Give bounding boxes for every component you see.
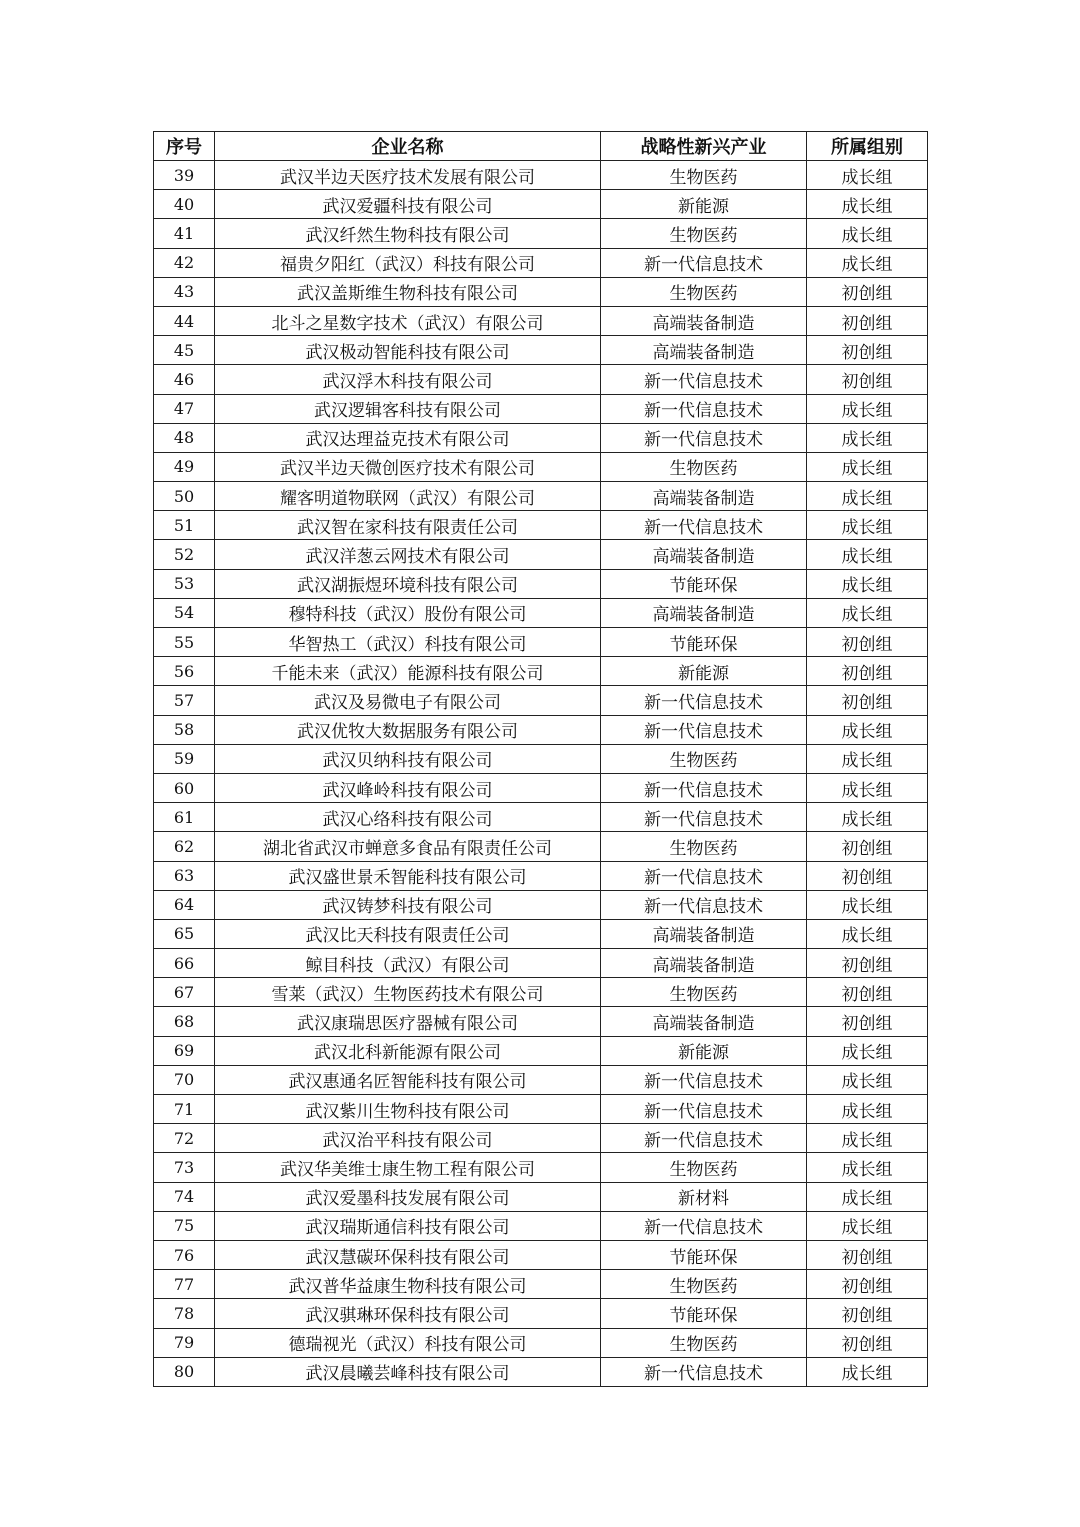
- cell-serial-number: 80: [154, 1357, 215, 1386]
- cell-group: 初创组: [807, 1240, 928, 1269]
- cell-group: 成长组: [807, 744, 928, 773]
- cell-serial-number: 42: [154, 248, 215, 277]
- cell-company-name: 武汉晨曦芸峰科技有限公司: [215, 1357, 601, 1386]
- cell-group: 成长组: [807, 1065, 928, 1094]
- header-serial-number: 序号: [154, 132, 215, 161]
- cell-industry: 生物医药: [601, 161, 807, 190]
- table-row: [154, 190, 928, 219]
- cell-group: 成长组: [807, 569, 928, 598]
- cell-serial-number: 53: [154, 569, 215, 598]
- cell-industry: 高端装备制造: [601, 598, 807, 627]
- cell-serial-number: 54: [154, 598, 215, 627]
- cell-company-name: 武汉达理益克技术有限公司: [215, 423, 601, 452]
- cell-group: 成长组: [807, 598, 928, 627]
- table-row: [154, 1036, 928, 1065]
- table-row: [154, 1153, 928, 1182]
- cell-group: 初创组: [807, 1007, 928, 1036]
- table-row: [154, 482, 928, 511]
- cell-company-name: 武汉盖斯维生物科技有限公司: [215, 277, 601, 306]
- cell-serial-number: 55: [154, 628, 215, 657]
- cell-group: 成长组: [807, 803, 928, 832]
- cell-group: 成长组: [807, 540, 928, 569]
- cell-group: 初创组: [807, 628, 928, 657]
- cell-group: 成长组: [807, 1357, 928, 1386]
- cell-serial-number: 79: [154, 1328, 215, 1357]
- table-row: [154, 1357, 928, 1386]
- cell-industry: 节能环保: [601, 628, 807, 657]
- cell-serial-number: 45: [154, 336, 215, 365]
- cell-industry: 新一代信息技术: [601, 365, 807, 394]
- cell-group: 初创组: [807, 277, 928, 306]
- cell-serial-number: 49: [154, 452, 215, 481]
- table-row: [154, 161, 928, 190]
- cell-group: 成长组: [807, 423, 928, 452]
- cell-group: 初创组: [807, 336, 928, 365]
- cell-company-name: 武汉贝纳科技有限公司: [215, 744, 601, 773]
- cell-company-name: 千能未来（武汉）能源科技有限公司: [215, 657, 601, 686]
- cell-industry: 新一代信息技术: [601, 686, 807, 715]
- cell-group: 初创组: [807, 365, 928, 394]
- table-row: [154, 336, 928, 365]
- cell-serial-number: 73: [154, 1153, 215, 1182]
- cell-company-name: 武汉康瑞思医疗器械有限公司: [215, 1007, 601, 1036]
- cell-company-name: 武汉盛世景禾智能科技有限公司: [215, 861, 601, 890]
- cell-serial-number: 47: [154, 394, 215, 423]
- cell-industry: 高端装备制造: [601, 306, 807, 335]
- cell-company-name: 武汉峰岭科技有限公司: [215, 773, 601, 802]
- header-company-name: 企业名称: [215, 132, 601, 161]
- table-row: [154, 1124, 928, 1153]
- cell-company-name: 武汉瑞斯通信科技有限公司: [215, 1211, 601, 1240]
- cell-company-name: 德瑞视光（武汉）科技有限公司: [215, 1328, 601, 1357]
- table-row: [154, 803, 928, 832]
- cell-industry: 新一代信息技术: [601, 1095, 807, 1124]
- cell-group: 初创组: [807, 861, 928, 890]
- cell-industry: 节能环保: [601, 569, 807, 598]
- cell-serial-number: 76: [154, 1240, 215, 1269]
- cell-company-name: 武汉治平科技有限公司: [215, 1124, 601, 1153]
- cell-group: 成长组: [807, 919, 928, 948]
- table-row: [154, 744, 928, 773]
- cell-serial-number: 58: [154, 715, 215, 744]
- cell-group: 成长组: [807, 773, 928, 802]
- cell-company-name: 武汉普华益康生物科技有限公司: [215, 1270, 601, 1299]
- cell-company-name: 北斗之星数字技术（武汉）有限公司: [215, 306, 601, 335]
- cell-industry: 新一代信息技术: [601, 1124, 807, 1153]
- cell-serial-number: 67: [154, 978, 215, 1007]
- cell-serial-number: 50: [154, 482, 215, 511]
- cell-company-name: 武汉铸梦科技有限公司: [215, 890, 601, 919]
- cell-industry: 高端装备制造: [601, 540, 807, 569]
- cell-company-name: 武汉极动智能科技有限公司: [215, 336, 601, 365]
- cell-serial-number: 39: [154, 161, 215, 190]
- cell-serial-number: 78: [154, 1299, 215, 1328]
- cell-industry: 生物医药: [601, 1328, 807, 1357]
- cell-industry: 新一代信息技术: [601, 511, 807, 540]
- cell-group: 成长组: [807, 452, 928, 481]
- table-row: [154, 598, 928, 627]
- cell-company-name: 武汉爱疆科技有限公司: [215, 190, 601, 219]
- cell-serial-number: 57: [154, 686, 215, 715]
- table-row: [154, 978, 928, 1007]
- cell-serial-number: 46: [154, 365, 215, 394]
- cell-company-name: 武汉湖振煜环境科技有限公司: [215, 569, 601, 598]
- cell-industry: 新能源: [601, 190, 807, 219]
- cell-industry: 高端装备制造: [601, 336, 807, 365]
- cell-group: 初创组: [807, 1328, 928, 1357]
- cell-group: 成长组: [807, 161, 928, 190]
- cell-company-name: 华智热工（武汉）科技有限公司: [215, 628, 601, 657]
- table-row: [154, 949, 928, 978]
- table-row: [154, 832, 928, 861]
- cell-industry: 高端装备制造: [601, 482, 807, 511]
- cell-company-name: 武汉慧碳环保科技有限公司: [215, 1240, 601, 1269]
- cell-company-name: 耀客明道物联网（武汉）有限公司: [215, 482, 601, 511]
- cell-group: 成长组: [807, 248, 928, 277]
- cell-company-name: 武汉心络科技有限公司: [215, 803, 601, 832]
- cell-industry: 节能环保: [601, 1240, 807, 1269]
- header-industry: 战略性新兴产业: [601, 132, 807, 161]
- table-body: [154, 161, 928, 1387]
- cell-serial-number: 70: [154, 1065, 215, 1094]
- cell-serial-number: 61: [154, 803, 215, 832]
- table-row: [154, 919, 928, 948]
- table-row: [154, 277, 928, 306]
- cell-industry: 生物医药: [601, 978, 807, 1007]
- cell-serial-number: 41: [154, 219, 215, 248]
- cell-company-name: 武汉骐琳环保科技有限公司: [215, 1299, 601, 1328]
- cell-group: 成长组: [807, 190, 928, 219]
- cell-group: 初创组: [807, 949, 928, 978]
- table-row: [154, 423, 928, 452]
- cell-serial-number: 60: [154, 773, 215, 802]
- cell-serial-number: 52: [154, 540, 215, 569]
- table-row: [154, 628, 928, 657]
- table-header-row: [154, 132, 928, 161]
- cell-group: 初创组: [807, 1299, 928, 1328]
- table-row: [154, 248, 928, 277]
- table-row: [154, 511, 928, 540]
- cell-serial-number: 56: [154, 657, 215, 686]
- cell-company-name: 福贵夕阳红（武汉）科技有限公司: [215, 248, 601, 277]
- table-row: [154, 219, 928, 248]
- table-row: [154, 686, 928, 715]
- cell-serial-number: 51: [154, 511, 215, 540]
- table-row: [154, 657, 928, 686]
- cell-serial-number: 74: [154, 1182, 215, 1211]
- cell-group: 成长组: [807, 394, 928, 423]
- cell-group: 成长组: [807, 1095, 928, 1124]
- table-row: [154, 569, 928, 598]
- cell-serial-number: 69: [154, 1036, 215, 1065]
- cell-serial-number: 44: [154, 306, 215, 335]
- cell-group: 成长组: [807, 890, 928, 919]
- cell-serial-number: 40: [154, 190, 215, 219]
- cell-group: 成长组: [807, 1036, 928, 1065]
- table-row: [154, 773, 928, 802]
- table-row: [154, 540, 928, 569]
- cell-industry: 新材料: [601, 1182, 807, 1211]
- cell-industry: 新能源: [601, 657, 807, 686]
- cell-industry: 新一代信息技术: [601, 1065, 807, 1094]
- cell-industry: 生物医药: [601, 832, 807, 861]
- cell-industry: 生物医药: [601, 219, 807, 248]
- cell-company-name: 鲸目科技（武汉）有限公司: [215, 949, 601, 978]
- cell-industry: 生物医药: [601, 452, 807, 481]
- cell-industry: 新一代信息技术: [601, 773, 807, 802]
- cell-company-name: 武汉惠通名匠智能科技有限公司: [215, 1065, 601, 1094]
- cell-industry: 新一代信息技术: [601, 423, 807, 452]
- cell-company-name: 武汉及易微电子有限公司: [215, 686, 601, 715]
- table-row: [154, 1095, 928, 1124]
- enterprise-table: [153, 131, 928, 1387]
- cell-company-name: 武汉北科新能源有限公司: [215, 1036, 601, 1065]
- cell-group: 成长组: [807, 1124, 928, 1153]
- cell-serial-number: 72: [154, 1124, 215, 1153]
- cell-serial-number: 63: [154, 861, 215, 890]
- table-row: [154, 715, 928, 744]
- table-row: [154, 1065, 928, 1094]
- table-row: [154, 1270, 928, 1299]
- cell-group: 成长组: [807, 1182, 928, 1211]
- cell-industry: 生物医药: [601, 1270, 807, 1299]
- cell-serial-number: 48: [154, 423, 215, 452]
- cell-company-name: 武汉浮木科技有限公司: [215, 365, 601, 394]
- cell-company-name: 雪莱（武汉）生物医药技术有限公司: [215, 978, 601, 1007]
- cell-serial-number: 71: [154, 1095, 215, 1124]
- cell-company-name: 武汉半边天医疗技术发展有限公司: [215, 161, 601, 190]
- cell-group: 成长组: [807, 482, 928, 511]
- cell-company-name: 武汉半边天微创医疗技术有限公司: [215, 452, 601, 481]
- cell-group: 成长组: [807, 511, 928, 540]
- cell-group: 成长组: [807, 1211, 928, 1240]
- cell-company-name: 武汉洋葱云网技术有限公司: [215, 540, 601, 569]
- cell-serial-number: 66: [154, 949, 215, 978]
- table-row: [154, 1007, 928, 1036]
- table-row: [154, 1328, 928, 1357]
- cell-industry: 新一代信息技术: [601, 803, 807, 832]
- cell-industry: 新一代信息技术: [601, 861, 807, 890]
- cell-industry: 生物医药: [601, 744, 807, 773]
- cell-industry: 高端装备制造: [601, 1007, 807, 1036]
- table-row: [154, 452, 928, 481]
- cell-industry: 高端装备制造: [601, 949, 807, 978]
- cell-company-name: 武汉比天科技有限责任公司: [215, 919, 601, 948]
- cell-industry: 新一代信息技术: [601, 1357, 807, 1386]
- cell-company-name: 武汉智在家科技有限责任公司: [215, 511, 601, 540]
- cell-group: 初创组: [807, 832, 928, 861]
- table-row: [154, 1299, 928, 1328]
- cell-serial-number: 62: [154, 832, 215, 861]
- cell-company-name: 武汉逻辑客科技有限公司: [215, 394, 601, 423]
- cell-industry: 新一代信息技术: [601, 715, 807, 744]
- table-row: [154, 1211, 928, 1240]
- cell-group: 初创组: [807, 978, 928, 1007]
- cell-serial-number: 64: [154, 890, 215, 919]
- cell-industry: 高端装备制造: [601, 919, 807, 948]
- table-row: [154, 365, 928, 394]
- cell-serial-number: 75: [154, 1211, 215, 1240]
- table-row: [154, 394, 928, 423]
- cell-company-name: 武汉华美维士康生物工程有限公司: [215, 1153, 601, 1182]
- cell-group: 成长组: [807, 715, 928, 744]
- cell-industry: 生物医药: [601, 1153, 807, 1182]
- table-row: [154, 1182, 928, 1211]
- cell-industry: 节能环保: [601, 1299, 807, 1328]
- cell-company-name: 武汉紫川生物科技有限公司: [215, 1095, 601, 1124]
- cell-industry: 新一代信息技术: [601, 394, 807, 423]
- cell-group: 成长组: [807, 1153, 928, 1182]
- table-row: [154, 306, 928, 335]
- cell-industry: 新一代信息技术: [601, 248, 807, 277]
- cell-serial-number: 68: [154, 1007, 215, 1036]
- cell-industry: 新能源: [601, 1036, 807, 1065]
- cell-industry: 生物医药: [601, 277, 807, 306]
- cell-industry: 新一代信息技术: [601, 1211, 807, 1240]
- table-row: [154, 890, 928, 919]
- cell-company-name: 穆特科技（武汉）股份有限公司: [215, 598, 601, 627]
- cell-group: 成长组: [807, 219, 928, 248]
- cell-industry: 新一代信息技术: [601, 890, 807, 919]
- cell-serial-number: 77: [154, 1270, 215, 1299]
- header-group: 所属组别: [807, 132, 928, 161]
- cell-group: 初创组: [807, 657, 928, 686]
- cell-group: 初创组: [807, 306, 928, 335]
- cell-company-name: 湖北省武汉市蝉意多食品有限责任公司: [215, 832, 601, 861]
- table-row: [154, 861, 928, 890]
- cell-company-name: 武汉纤然生物科技有限公司: [215, 219, 601, 248]
- cell-company-name: 武汉爱墨科技发展有限公司: [215, 1182, 601, 1211]
- cell-serial-number: 59: [154, 744, 215, 773]
- cell-serial-number: 43: [154, 277, 215, 306]
- cell-company-name: 武汉优牧大数据服务有限公司: [215, 715, 601, 744]
- cell-serial-number: 65: [154, 919, 215, 948]
- cell-group: 初创组: [807, 686, 928, 715]
- table-row: [154, 1240, 928, 1269]
- cell-group: 初创组: [807, 1270, 928, 1299]
